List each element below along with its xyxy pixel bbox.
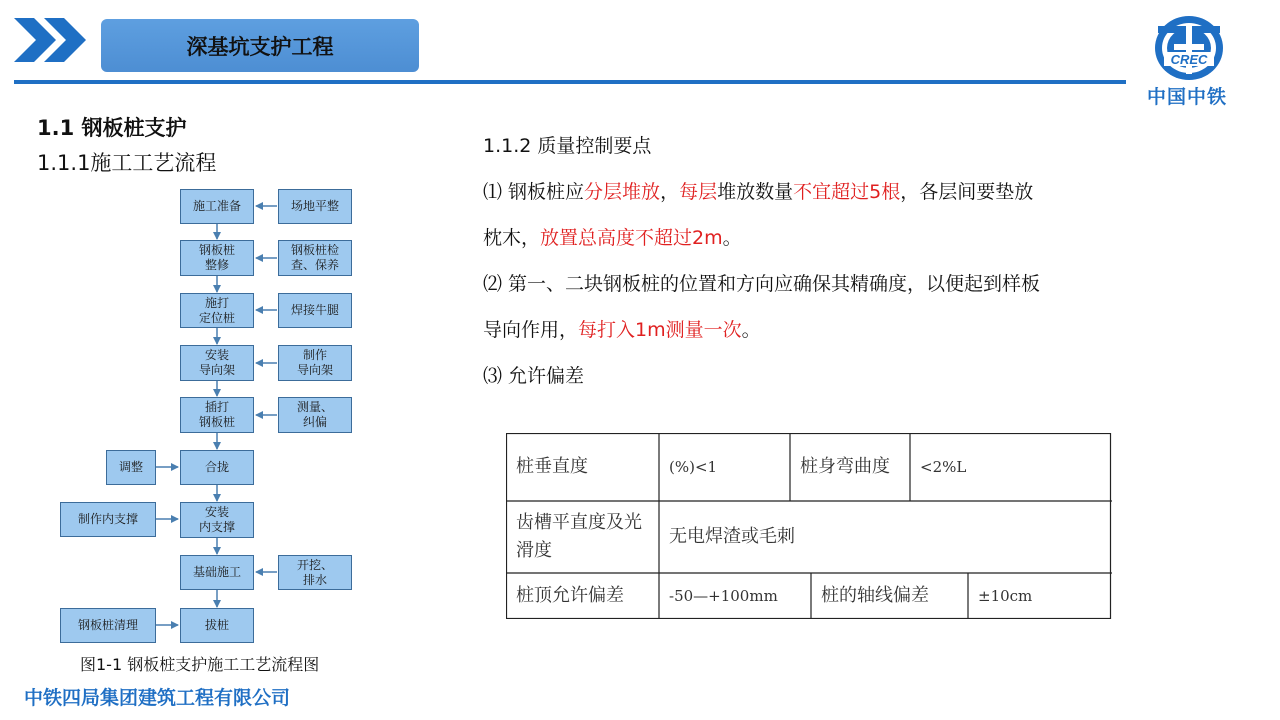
quality-section-title: 1.1.2 质量控制要点: [483, 135, 652, 157]
flow-side-clean-pile: 钢板桩清理: [60, 608, 156, 643]
page-title: 深基坑支护工程: [101, 19, 419, 72]
flow-side-inspect: 钢板桩检 查、保养: [278, 240, 352, 276]
flow-step-inner-support: 安装 内支撑: [180, 502, 254, 538]
quality-point-1: ⑴ 钢板桩应分层堆放，每层堆放数量不宜超过5根，各层间要垫放: [483, 181, 1034, 203]
logo-text: 中国中铁: [1146, 86, 1227, 108]
flow-step-locate-pile: 施打 定位桩: [180, 293, 254, 328]
section-heading: 1.1 钢板桩支护: [37, 116, 187, 140]
quality-point-2: ⑵ 第一、二块钢板桩的位置和方向应确保其精确度，以便起到样板: [483, 273, 1041, 295]
flow-side-make-guide: 制作 导向架: [278, 345, 352, 381]
table-row1-value2: <2%L: [920, 458, 967, 476]
flow-step-repair: 钢板桩 整修: [180, 240, 254, 276]
tolerance-table: [506, 433, 1112, 619]
header-divider: [14, 80, 1126, 84]
flow-side-adjust: 调整: [106, 450, 156, 485]
table-row1-label: 桩垂直度: [516, 456, 588, 477]
subsection-heading: 1.1.1施工工艺流程: [37, 151, 217, 175]
flow-side-make-support: 制作内支撑: [60, 502, 156, 537]
chevron-double-icon: [14, 18, 94, 62]
flow-side-weld: 焊接牛腿: [278, 293, 352, 328]
flow-side-measure: 测量、 纠偏: [278, 397, 352, 433]
crec-logo-icon: [1148, 14, 1230, 84]
flow-step-foundation: 基础施工: [180, 555, 254, 590]
flow-side-site-level: 场地平整: [278, 189, 352, 224]
table-row3-label: 桩顶允许偏差: [516, 585, 624, 606]
flow-step-guide-frame: 安装 导向架: [180, 345, 254, 381]
table-row3-value2: ±10cm: [978, 587, 1033, 605]
logo-mark: CREC: [1170, 52, 1208, 67]
table-row2-value: 无电焊渣或毛刺: [669, 526, 795, 547]
quality-point-2-cont: 导向作用，每打入1m测量一次。: [483, 319, 761, 341]
flow-step-close: 合拢: [180, 450, 254, 485]
flow-step-prepare: 施工准备: [180, 189, 254, 224]
flow-step-extract-pile: 拔桩: [180, 608, 254, 643]
flow-side-excavate: 开挖、 排水: [278, 555, 352, 590]
table-row1-value: (%)<1: [669, 458, 718, 476]
table-row1-label2: 桩身弯曲度: [800, 456, 890, 477]
flow-step-drive-pile: 插打 钢板桩: [180, 397, 254, 433]
company-name: 中铁四局集团建筑工程有限公司: [24, 687, 291, 709]
table-row3-value: -50—+100mm: [669, 587, 778, 605]
table-row3-label2: 桩的轴线偏差: [821, 585, 929, 606]
table-row2-label: 齿槽平直度及光 滑度: [516, 512, 642, 561]
quality-point-3: ⑶ 允许偏差: [483, 365, 585, 387]
quality-point-1-cont: 枕木，放置总高度不超过2m。: [483, 227, 742, 249]
figure-caption: 图1-1 钢板桩支护施工工艺流程图: [80, 655, 320, 674]
